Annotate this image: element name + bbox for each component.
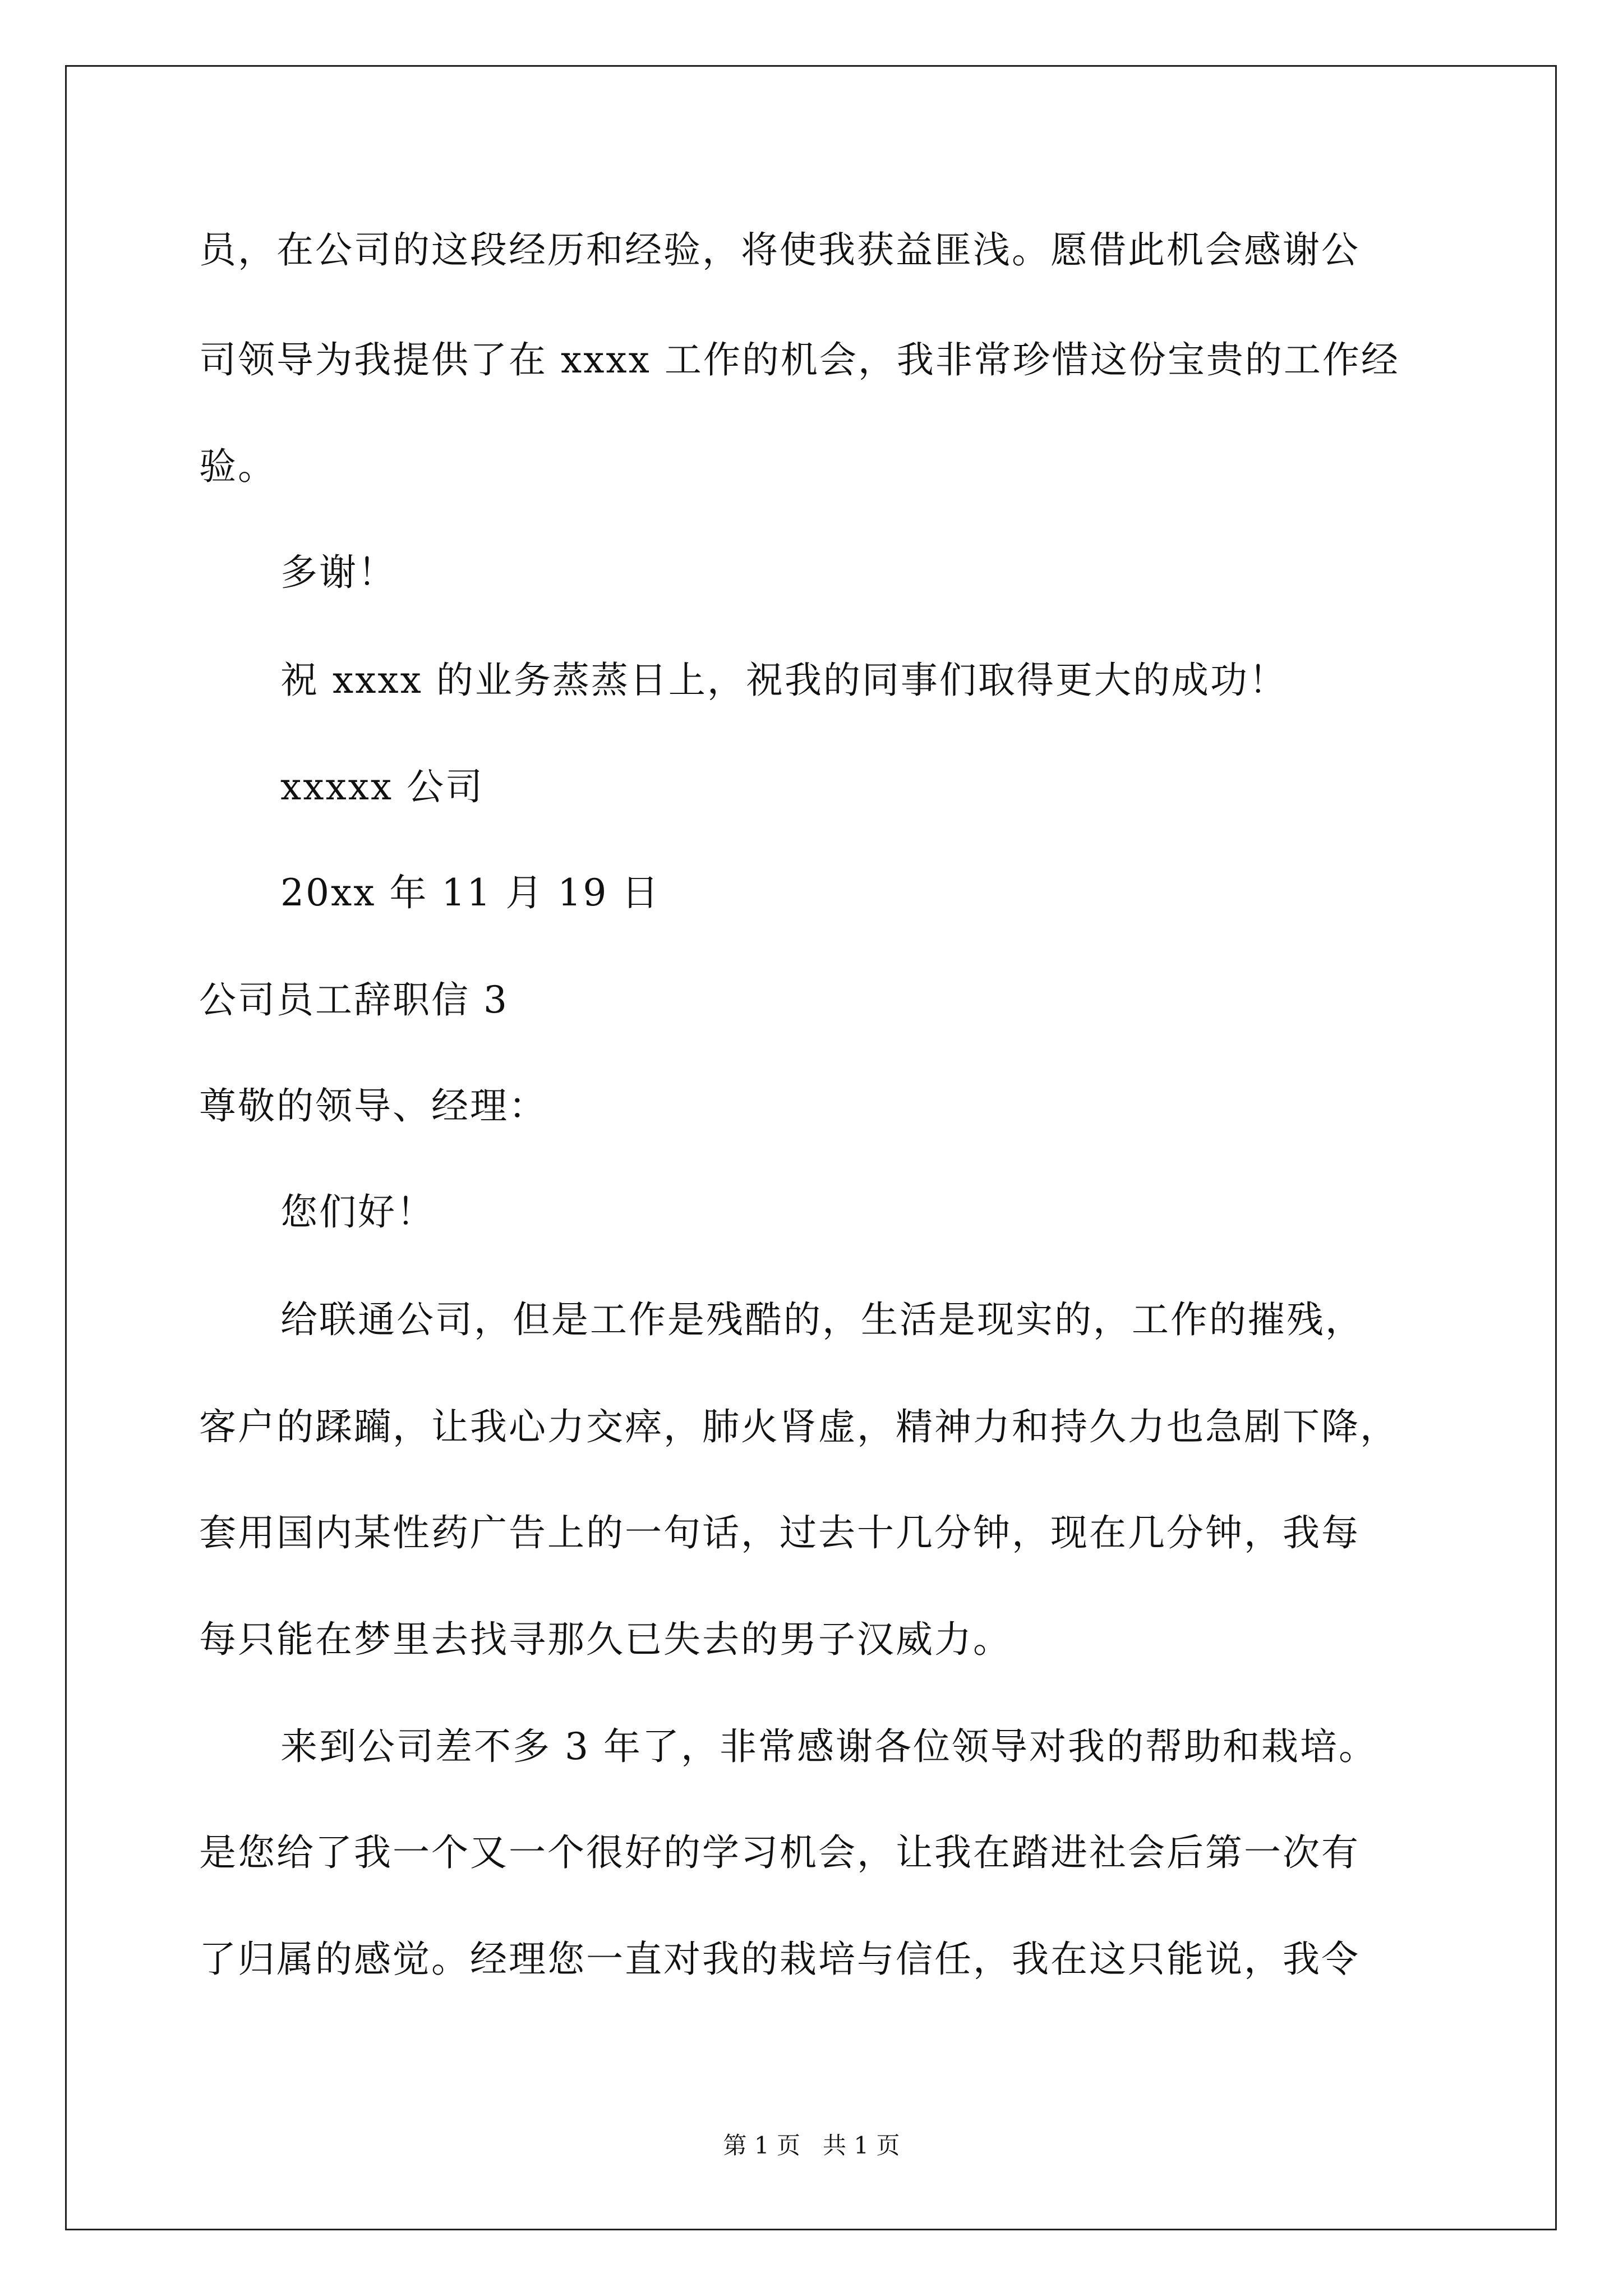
salutation: 尊敬的领导、经理： <box>199 1084 547 1128</box>
text-line: 给联通公司，但是工作是残酷的，生活是现实的，工作的摧残， <box>280 1298 1364 1341</box>
text-line: 员，在公司的这段经历和经验，将使我获益匪浅。愿借此机会感谢公 <box>199 228 1360 272</box>
text-line: 多谢！ <box>280 551 396 594</box>
text-line: 验。 <box>199 445 276 488</box>
text-line: 20xx 年 11 月 19 日 <box>280 871 661 914</box>
text-line: 司领导为我提供了在 xxxx 工作的机会，我非常珍惜这份宝贵的工作经 <box>199 338 1400 381</box>
text-line: 客户的蹂躏，让我心力交瘁，肺火肾虚，精神力和持久力也急剧下降， <box>199 1405 1399 1448</box>
text-line: 每只能在梦里去找寻那久已失去的男子汉威力。 <box>199 1618 1012 1661</box>
text-line: 是您给了我一个又一个很好的学习机会，让我在踏进社会后第一次有 <box>199 1831 1360 1874</box>
text-line: 了归属的感觉。经理您一直对我的栽培与信任，我在这只能说，我令 <box>199 1938 1360 1981</box>
section-title: 公司员工辞职信 3 <box>199 978 509 1022</box>
text-line: 祝 xxxx 的业务蒸蒸日上，祝我的同事们取得更大的成功！ <box>280 659 1288 702</box>
page-number: 第 1 页 共 1 页 <box>723 2132 900 2159</box>
greeting: 您们好！ <box>280 1190 435 1234</box>
text-line: 来到公司差不多 3 年了，非常感谢各位领导对我的帮助和栽培。 <box>280 1725 1377 1768</box>
page-border <box>65 65 1557 2230</box>
text-line: 套用国内某性药广告上的一句话，过去十几分钟，现在几分钟，我每 <box>199 1511 1360 1554</box>
text-line: xxxxx 公司 <box>280 765 485 808</box>
